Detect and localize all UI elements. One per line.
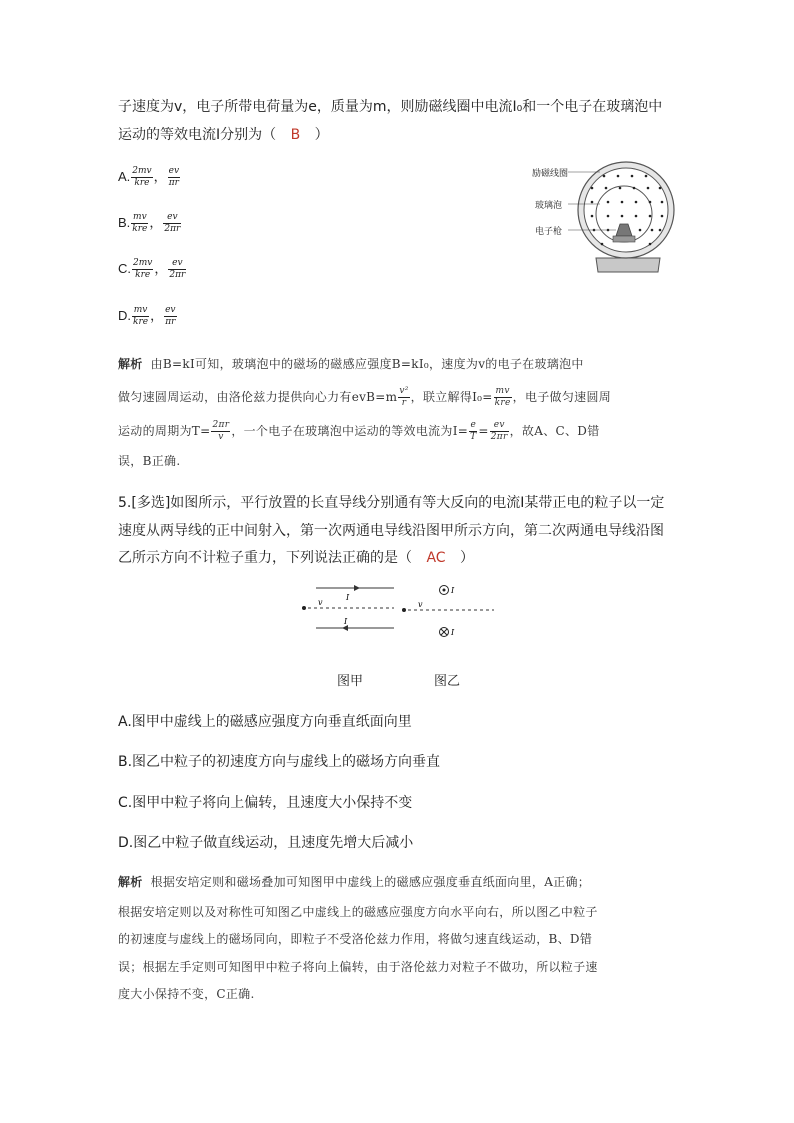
q4-option-c: C. $\frac{2mv}{\text{kre}}$ ， $\frac{ev}{2\pi r}$ — [118, 258, 186, 280]
q5-solution-line1 — [118, 873, 590, 890]
fraction: $\frac{mv}{\text{kre}}$ — [133, 305, 149, 327]
q5-option-c: C.图甲中粒子将向上偏转，且速度大小保持不变 — [118, 795, 413, 811]
fig-jia-i-top: I — [346, 593, 350, 602]
q5-solution-line3: 的初速度与虚线上的磁场同向，即粒子不受洛伦兹力作用，将做匀速直线运动，B、D错 — [118, 932, 593, 946]
q5-solution-line2: 根据安培定则以及对称性可知图乙中虚线上的磁感应强度方向水平向右，所以图乙中粒子 — [118, 905, 598, 919]
fraction: $\frac{2mv}{\text{kre}}$ — [132, 166, 152, 188]
figure-jia-caption: 图甲 — [337, 674, 364, 689]
q5-stem-line3-pre: 乙所示方向不计粒子重力，下列说法正确的是（ — [118, 550, 412, 566]
figure-jia — [298, 580, 398, 640]
q4-option-a: A. $\frac{2mv}{\text{kre}}$ ， $\frac{ev}{\pi r}$ — [118, 166, 180, 188]
q4-solution-line1 — [118, 355, 584, 372]
q5-option-b: B.图乙中粒子的初速度方向与虚线上的磁场方向垂直 — [118, 754, 441, 770]
option-label: C. — [118, 261, 131, 276]
fraction: $\frac{mv}{\text{kre}}$ — [132, 212, 148, 234]
q4-solution-line3: 运动的周期为T= $\frac{2\pi r}{v}$ ，一个电子在玻璃泡中运动的等效电流为I= $\frac{e}{T}$ = $\frac{ev}{2\pi r}$ ，故A、C、D错 — [118, 420, 600, 442]
q5-stem-line3-post: ） — [460, 550, 475, 566]
q5-option-a: A.图甲中虚线上的磁感应强度方向垂直纸面向里 — [118, 714, 412, 730]
fraction: $\frac{ev}{\pi r}$ — [165, 305, 176, 327]
fig-yi-i-bottom: I — [451, 628, 455, 637]
q5-stem-line1: 5.[多选]如图所示，平行放置的长直导线分别通有等大反向的电流I某带正电的粒子以一定 — [118, 495, 665, 511]
gun-label: 电子枪 — [535, 227, 563, 237]
solution-text: 由B=kI可知，玻璃泡中的磁场的磁感应强度B=kI₀，速度为v的电子在玻璃泡中 — [150, 357, 584, 371]
fig-yi-v-label: v — [418, 600, 423, 609]
q4-stem-line2-pre: 运动的等效电流I分别为（ — [118, 127, 277, 143]
q4-stem-line2 — [118, 124, 329, 144]
fig-jia-v-label: v — [318, 598, 323, 607]
q5-stem-line2: 速度从两导线的正中间射入，第一次两通电导线沿图甲所示方向，第二次两通电导线沿图 — [118, 523, 664, 539]
solution-text: 根据安培定则和磁场叠加可知图甲中虚线上的磁感应强度垂直纸面向里，A正确； — [150, 875, 591, 889]
figure-yi-caption: 图乙 — [434, 674, 461, 689]
option-label: A. — [118, 169, 131, 184]
fraction: $\frac{ev}{2\pi r}$ — [164, 212, 181, 234]
q4-option-b: B. $\frac{mv}{\text{kre}}$ ， $\frac{ev}{2\pi r}$ — [118, 212, 181, 234]
fig-jia-i-bottom: I — [344, 617, 348, 626]
solution-heading: 解析 — [118, 357, 143, 371]
fraction: $\frac{2mv}{\text{kre}}$ — [133, 258, 153, 280]
current-out-of-page-icon — [440, 586, 449, 595]
q5-answer: AC — [426, 550, 446, 566]
q5-option-d: D.图乙中粒子做直线运动，且速度先增大后减小 — [118, 835, 414, 851]
q4-stem-line2-post: ） — [314, 127, 329, 143]
figure-yi — [398, 580, 498, 640]
q4-solution-line2: 做匀速圆周运动，由洛伦兹力提供向心力有evB=m $\frac{\text{v²}}{r}$ ，联立解得I₀= $\frac{mv}{\text{kre}}$ ，电子做匀速圆周 — [118, 386, 612, 408]
q4-stem-line1: 子速度为v，电子所带电荷量为e，质量为m，则励磁线圈中电流I₀和一个电子在玻璃泡中 — [118, 99, 663, 115]
q4-solution-line4: 误，B正确. — [118, 454, 181, 468]
q4-option-d: D. $\frac{mv}{\text{kre}}$ ， $\frac{ev}{\pi r}$ — [118, 305, 176, 327]
q5-solution-line5: 度大小保持不变，C正确. — [118, 987, 255, 1001]
q5-stem-line3 — [118, 547, 474, 567]
coil-label: 励磁线圈 — [532, 169, 569, 179]
current-into-page-icon — [440, 628, 449, 637]
option-label: B. — [118, 215, 131, 230]
q5-solution-line4: 误；根据左手定则可知图甲中粒子将向上偏转，由于洛伦兹力对粒子不做功，所以粒子速 — [118, 960, 598, 974]
solution-heading: 解析 — [118, 875, 143, 889]
q4-answer: B — [290, 127, 301, 143]
bulb-label: 玻璃泡 — [535, 201, 563, 211]
fig-yi-i-top: I — [451, 586, 455, 595]
fraction: $\frac{ev}{2\pi r}$ — [169, 258, 186, 280]
option-label: D. — [118, 308, 131, 323]
fraction: $\frac{ev}{\pi r}$ — [168, 166, 180, 188]
